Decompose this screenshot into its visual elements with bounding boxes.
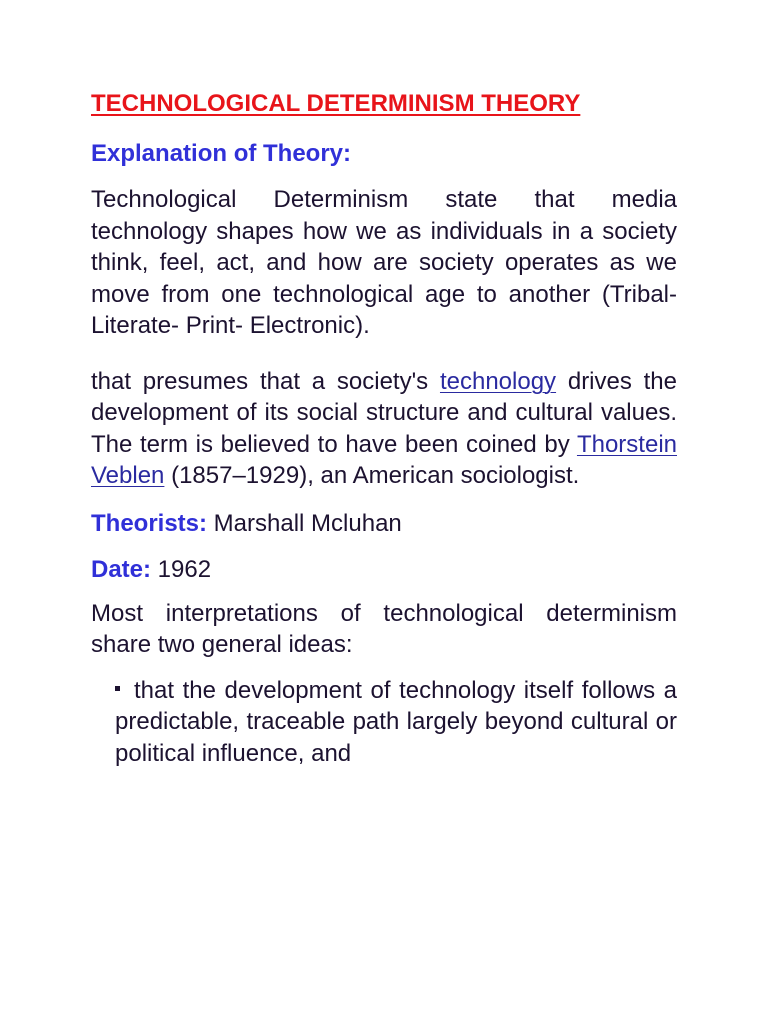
- definition-paragraph: Technological Determinism state that media technology shapes how we as individuals in a society think, feel, act, and how are society operates as we move from one technological age to another (Tribal- Literate- Print- Electronic).: [91, 186, 677, 339]
- origin-paragraph: [91, 366, 677, 492]
- ideas-list: [91, 675, 677, 770]
- theorists-value: Marshall Mcluhan: [207, 509, 402, 537]
- document-title: TECHNOLOGICAL DETERMINISM THEORY: [91, 90, 581, 117]
- origin-text-3: (1857–1929), an American sociologist.: [164, 462, 580, 489]
- date-label: Date:: [91, 555, 152, 583]
- date-value: 1962: [151, 555, 212, 583]
- origin-text-2: drives the development of its social structure and cultural values. The term is believed to have been coined by: [91, 367, 678, 458]
- date-line: [91, 552, 677, 588]
- technology-link[interactable]: technology: [439, 367, 557, 395]
- thorstein-veblen-link[interactable]: Thorstein Veblen: [91, 430, 677, 489]
- theorists-line: [91, 506, 677, 542]
- theorists-label: Theorists:: [91, 509, 208, 537]
- bullet-icon: [115, 686, 120, 691]
- explanation-heading: Explanation of Theory:: [91, 140, 352, 167]
- list-item: [115, 675, 677, 770]
- list-item-text: that the development of technology itself follows a predictable, traceable path largely beyond cultural or political influence, and: [115, 676, 677, 767]
- origin-text-1: that presumes that a society's: [91, 367, 440, 395]
- interpretations-paragraph: Most interpretations of technological determinism share two general ideas:: [91, 599, 677, 658]
- document-page: [91, 86, 677, 769]
